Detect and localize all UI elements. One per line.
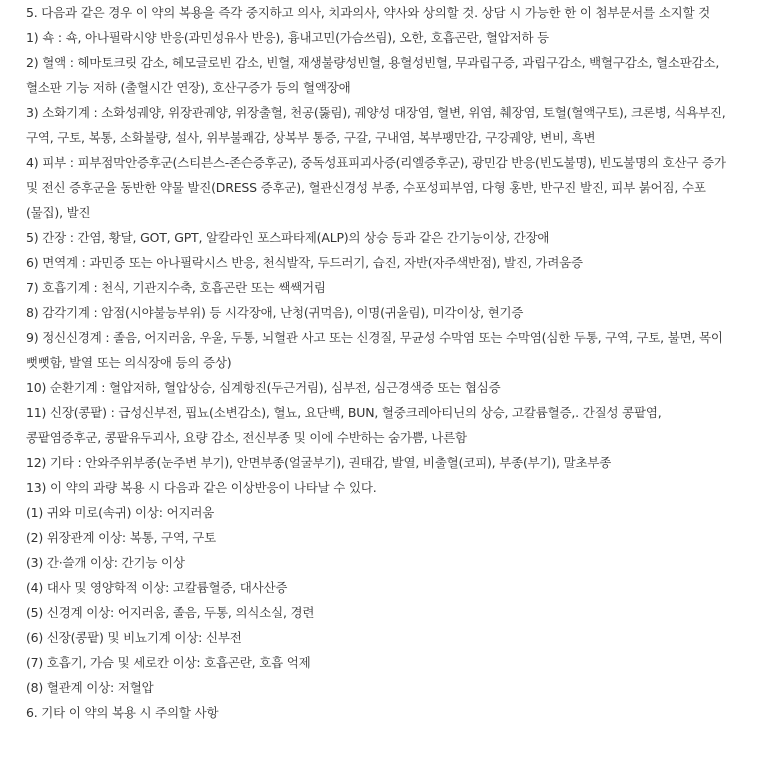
overdose-sub-7: (7) 호흡기, 가슴 및 세로칸 이상: 호흡곤란, 호흡 억제 <box>26 655 311 670</box>
overdose-sub-3: (3) 간·쓸개 이상: 간기능 이상 <box>26 555 185 570</box>
item-1-shock: 1) 쇽 : 쇽, 아나필락시양 반응(과민성유사 반응), 흉내고민(가슴쓰림), 오한, 호흡곤란, 혈압저하 등 <box>26 30 550 45</box>
overdose-sub-5: (5) 신경계 이상: 어지러움, 졸음, 두통, 의식소실, 경련 <box>26 605 315 620</box>
item-9-neuro: 9) 정신신경계 : 졸음, 어지러움, 우울, 두통, 뇌혈관 사고 또는 신경질, 무균성 수막염 또는 수막염(심한 두통, 구역, 구토, 불면, 목이 뻣뻣함, 발열 또는 의식장애 등의 증상) <box>26 330 723 370</box>
overdose-sub-2: (2) 위장관계 이상: 복통, 구역, 구토 <box>26 530 217 545</box>
overdose-sub-4: (4) 대사 및 영양학적 이상: 고칼륨혈증, 대사산증 <box>26 580 288 595</box>
section-6-heading: 6. 기타 이 약의 복용 시 주의할 사항 <box>26 705 219 720</box>
item-8-sensory: 8) 감각기계 : 암점(시야불능부위) 등 시각장애, 난청(귀먹음), 이명(귀울림), 미각이상, 현기증 <box>26 305 524 320</box>
section-5-heading: 5. 다음과 같은 경우 이 약의 복용을 즉각 중지하고 의사, 치과의사, 약사와 상의할 것. 상담 시 가능한 한 이 첨부문서를 소지할 것 <box>26 5 710 20</box>
item-6-immune: 6) 면역계 : 과민증 또는 아나필락시스 반응, 천식발작, 두드러기, 습진, 자반(자주색반점), 발진, 가려움증 <box>26 255 583 270</box>
item-3-digestive: 3) 소화기계 : 소화성궤양, 위장관궤양, 위장출혈, 천공(뚫림), 궤양성 대장염, 혈변, 위염, 췌장염, 토혈(혈액구토), 크론병, 식욕부진, 구역, 구토, 복통, 소화불량, 설사, 위부불쾌감, 상복부 통증, 구갈, 구내염, 복부팽만감, 구강궤양, 변비, 흑변 <box>26 105 726 145</box>
item-4-skin: 4) 피부 : 피부점막안증후군(스티븐스-존슨증후군), 중독성표피괴사증(리엘증후군), 광민감 반응(빈도불명), 빈도불명의 호산구 증가 및 전신 증후군을 동반한 약물 발진(DRESS 증후군), 혈관신경성 부종, 수포성피부염, 다형 홍반, 반구진 발진, 피부 붉어짐, 수포(물집), 발진 <box>26 155 726 220</box>
overdose-sub-1: (1) 귀와 미로(속귀) 이상: 어지러움 <box>26 505 215 520</box>
document-body <box>26 0 738 725</box>
item-11-kidney: 11) 신장(콩팥) : 급성신부전, 핍뇨(소변감소), 혈뇨, 요단백, BUN, 혈중크레아티닌의 상승, 고칼륨혈증,. 간질성 콩팥염, 콩팥염증후군, 콩팥유두괴사, 요량 감소, 전신부종 및 이에 수반하는 숨가쁨, 나른함 <box>26 405 662 445</box>
overdose-sub-6: (6) 신장(콩팥) 및 비뇨기계 이상: 신부전 <box>26 630 242 645</box>
item-7-respiratory: 7) 호흡기계 : 천식, 기관지수축, 호흡곤란 또는 쌕쌕거림 <box>26 280 326 295</box>
item-13-overdose: 13) 이 약의 과량 복용 시 다음과 같은 이상반응이 나타날 수 있다. <box>26 480 377 495</box>
overdose-sub-8: (8) 혈관계 이상: 저혈압 <box>26 680 154 695</box>
item-5-liver: 5) 간장 : 간염, 황달, GOT, GPT, 알칼라인 포스파타제(ALP)의 상승 등과 같은 간기능이상, 간장애 <box>26 230 550 245</box>
item-10-circulatory: 10) 순환기계 : 혈압저하, 혈압상승, 심계항진(두근거림), 심부전, 심근경색증 또는 협심증 <box>26 380 501 395</box>
item-2-blood: 2) 혈액 : 헤마토크릿 감소, 헤모글로빈 감소, 빈혈, 재생불량성빈혈, 용혈성빈혈, 무과립구증, 과립구감소, 백혈구감소, 혈소판감소, 혈소판 기능 저하 (출혈시간 연장), 호산구증가 등의 혈액장애 <box>26 55 720 95</box>
item-12-other: 12) 기타 : 안와주위부종(눈주변 부기), 안면부종(얼굴부기), 권태감, 발열, 비출혈(코피), 부종(부기), 말초부종 <box>26 455 612 470</box>
